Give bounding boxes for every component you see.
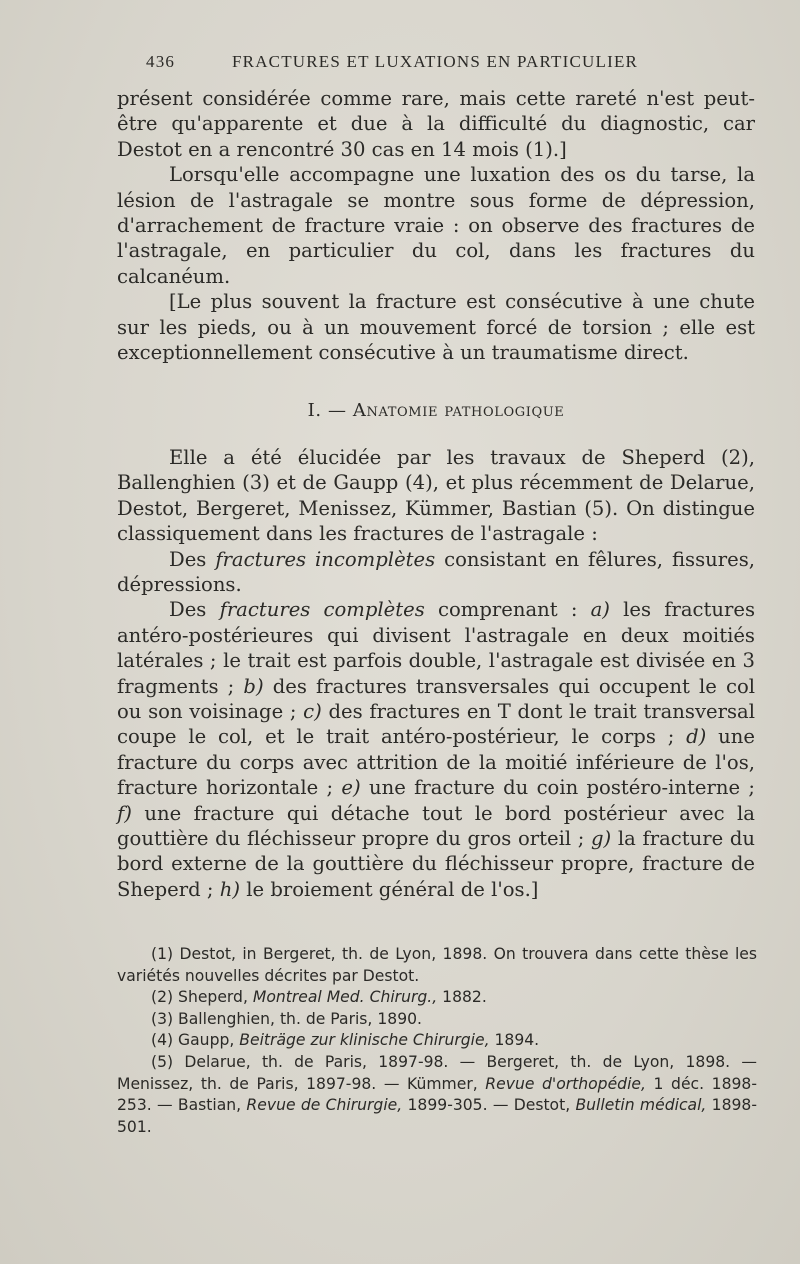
italic-term: fractures complètes <box>219 598 425 622</box>
running-title: FRACTURES ET LUXATIONS EN PARTICULIER <box>232 52 639 71</box>
text-run: 1894. <box>494 1031 540 1050</box>
enum-label: h) <box>219 877 241 901</box>
text-run: la fracture du bord externe de la gouttière du fléchisseur propre, fracture de Sheperd ; <box>117 826 755 901</box>
enum-label: b) <box>243 674 264 698</box>
text-run: une fracture du coin postéro-interne ; <box>368 776 755 800</box>
main-text <box>117 86 755 902</box>
journal-title: Montreal Med. Chirurg., <box>252 988 438 1007</box>
text-run: des fractures transversales qui occupent le col ou son voisinage ; <box>117 674 756 723</box>
text-run: consistant en fêlures, fissures, dépressions. <box>117 547 755 596</box>
paragraph: Lorsqu'elle accompagne une luxation des os du tarse, la lésion de l'astragale se montre sous forme de dépression, d'arrachement de fracture vraie : on observe des fractures de l'astragale, en particulier du col, dans les fractures du calcanéum. <box>117 163 755 288</box>
journal-title: Beiträge zur klinische Chirurgie, <box>239 1031 490 1050</box>
footnote: (3) Ballenghien, th. de Paris, 1890. <box>151 1009 422 1028</box>
journal-title: Revue de Chirurgie, <box>246 1096 403 1115</box>
enum-label: d) <box>686 725 707 749</box>
section-number: I. — <box>307 400 347 422</box>
text-run: 1882. <box>442 988 487 1007</box>
paragraph <box>117 547 755 598</box>
footnote: (1) Destot, in Bergeret, th. de Lyon, 1898. On trouvera dans cette thèse les variétés nouvelles décrites par Destot. <box>117 945 757 985</box>
enum-label: e) <box>341 776 361 800</box>
paragraph: Elle a été élucidée par les travaux de Sheperd (2), Ballenghien (3) et de Gaupp (4), et plus récemment de Delarue, Destot, Bergeret, Menissez, Kümmer, Bastian (5). On distingue classiquement dans les fractures de l'astragale : <box>117 445 755 546</box>
paragraph: présent considérée comme rare, mais cette rareté n'est peut-être qu'apparente et due à la difficulté du diagnostic, car Destot en a rencontré 30 cas en 14 mois (1).] <box>117 87 755 161</box>
section-heading <box>117 398 755 423</box>
paragraph: [Le plus souvent la fracture est consécutive à une chute sur les pieds, ou à un mouvement forcé de torsion ; elle est exceptionnellement consécutive à un traumatisme direct. <box>117 290 755 365</box>
text-run: une fracture qui détache tout le bord postérieur avec la gouttière du fléchisseur propre du gros orteil ; <box>117 801 755 850</box>
journal-title: Revue d'orthopédie, <box>485 1074 646 1093</box>
journal-title: Bulletin médical, <box>575 1096 707 1115</box>
text-run: (5) Delarue, th. de Paris, 1897-98. — Bergeret, th. de Lyon, 1898. — Menissez, th. de Paris, 1897-98. — Kümmer, <box>117 1052 757 1093</box>
enum-label: a) <box>590 598 610 622</box>
text-run: 1899-305. — Destot, <box>407 1096 571 1115</box>
page-header <box>146 52 686 82</box>
text-run: Des <box>169 598 207 622</box>
text-run: (4) Gaupp, <box>151 1031 235 1050</box>
footnote <box>117 1052 757 1138</box>
text-run: les fractures antéro-postérieures qui divisent l'astragale en deux moitiés latérales ; le trait est parfois double, l'astragale est divisée en 3 fragments ; <box>117 598 756 698</box>
page-number: 436 <box>146 52 176 71</box>
text-run: Des <box>169 547 207 571</box>
paragraph <box>117 597 755 902</box>
text-run: 1898-501. <box>117 1096 757 1136</box>
text-run: (2) Sheperd, <box>151 988 248 1007</box>
footnote <box>117 987 757 1009</box>
enum-label: f) <box>117 801 132 825</box>
text-run: le broiement général de l'os.] <box>246 877 539 901</box>
enum-label: g) <box>591 826 612 850</box>
text-run: comprenant : <box>438 598 578 622</box>
section-title: Anatomie pathologique <box>352 400 565 422</box>
text-run: une fracture du corps avec attrition de la moitié inférieure de l'os, fracture horizontale ; <box>117 725 755 800</box>
enum-label: c) <box>303 699 322 723</box>
footnotes <box>117 944 757 1138</box>
text-run: 1 déc. 1898-253. — Bastian, <box>117 1074 757 1115</box>
footnote <box>117 1030 757 1052</box>
text-run: des fractures en T dont le trait transversal coupe le col, et le trait antéro-postérieur, le corps ; <box>117 699 755 749</box>
italic-term: fractures incomplètes <box>215 547 436 571</box>
